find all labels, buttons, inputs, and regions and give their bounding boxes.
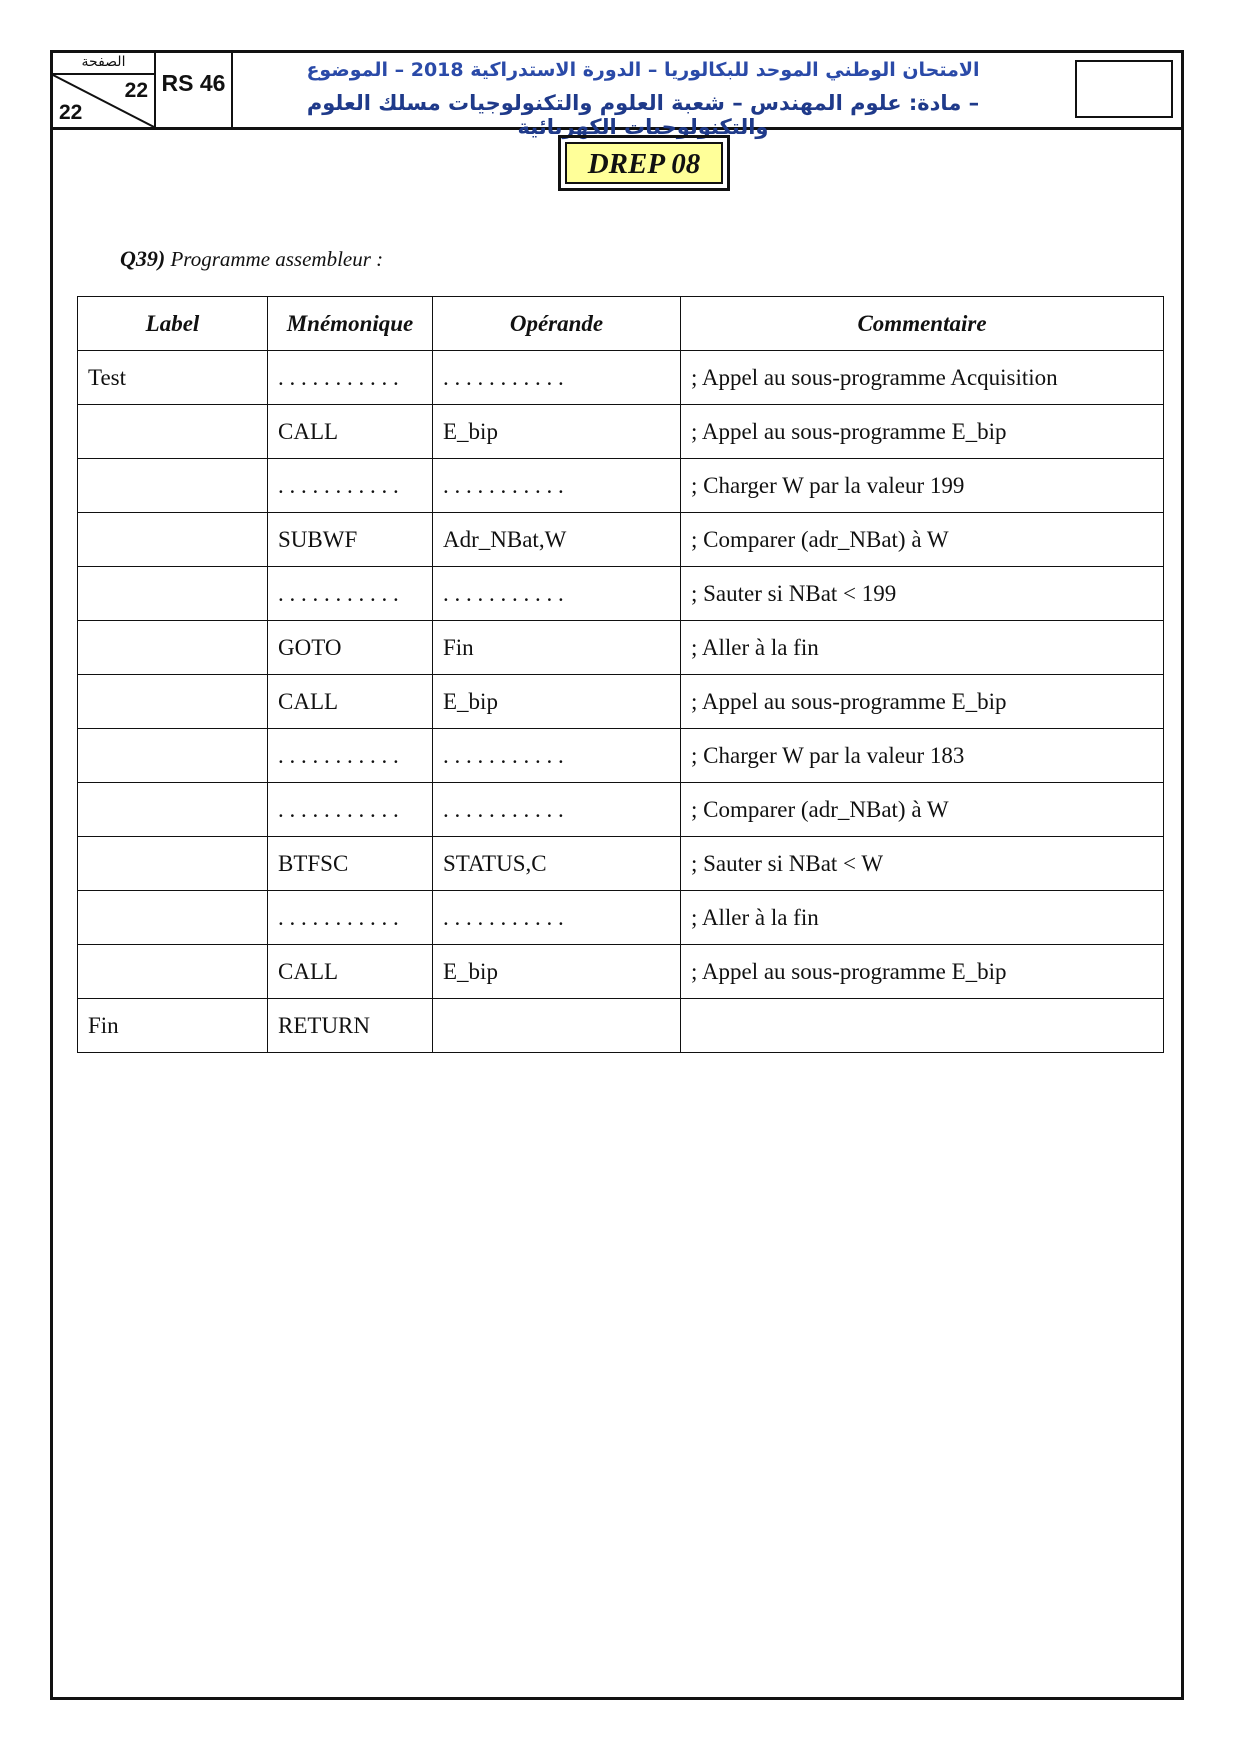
cell-label <box>78 513 268 567</box>
cell-mnemonic: CALL <box>268 675 433 729</box>
cell-comment: ; Appel au sous-programme E_bip <box>681 405 1164 459</box>
header-label: Label <box>78 297 268 351</box>
cell-label <box>78 567 268 621</box>
cell-mnemonic: . . . . . . . . . . . <box>268 891 433 945</box>
cell-mnemonic: . . . . . . . . . . . <box>268 567 433 621</box>
cell-comment: ; Comparer (adr_NBat) à W <box>681 783 1164 837</box>
cell-mnemonic: SUBWF <box>268 513 433 567</box>
cell-label <box>78 729 268 783</box>
cell-operand: Adr_NBat,W <box>433 513 681 567</box>
cell-operand: . . . . . . . . . . . <box>433 459 681 513</box>
cell-comment: ; Aller à la fin <box>681 891 1164 945</box>
cell-comment: ; Sauter si NBat < 199 <box>681 567 1164 621</box>
header-comment: Commentaire <box>681 297 1164 351</box>
table-row <box>78 459 1164 513</box>
cell-comment: ; Comparer (adr_NBat) à W <box>681 513 1164 567</box>
cell-label <box>78 621 268 675</box>
page-frame <box>50 50 1184 1700</box>
cell-label <box>78 891 268 945</box>
cell-comment: ; Charger W par la valeur 199 <box>681 459 1164 513</box>
cell-label: Fin <box>78 999 268 1053</box>
cell-operand: STATUS,C <box>433 837 681 891</box>
page-total: 22 <box>59 101 83 124</box>
drep-badge-label: DREP 08 <box>565 142 723 184</box>
cell-comment: ; Sauter si NBat < W <box>681 837 1164 891</box>
cell-label <box>78 405 268 459</box>
table-row <box>78 675 1164 729</box>
table-row <box>78 783 1164 837</box>
cell-label <box>78 783 268 837</box>
cell-mnemonic: . . . . . . . . . . . <box>268 783 433 837</box>
table-row <box>78 729 1164 783</box>
cell-operand: . . . . . . . . . . . <box>433 567 681 621</box>
cell-label <box>78 945 268 999</box>
question-heading <box>120 246 383 272</box>
cell-label: Test <box>78 351 268 405</box>
header-operand: Opérande <box>433 297 681 351</box>
page-label: الصفحة <box>53 53 154 75</box>
cell-comment: ; Appel au sous-programme E_bip <box>681 675 1164 729</box>
question-text: Programme assembleur : <box>170 247 384 271</box>
page-current: 22 <box>124 79 148 102</box>
cell-label <box>78 837 268 891</box>
cell-label <box>78 675 268 729</box>
cell-comment: ; Aller à la fin <box>681 621 1164 675</box>
cell-operand: E_bip <box>433 675 681 729</box>
cell-mnemonic: CALL <box>268 405 433 459</box>
table-row <box>78 621 1164 675</box>
table-row <box>78 351 1164 405</box>
cell-comment: ; Appel au sous-programme E_bip <box>681 945 1164 999</box>
table-row <box>78 999 1164 1053</box>
table-row <box>78 945 1164 999</box>
exam-header <box>53 53 1181 139</box>
cell-mnemonic: . . . . . . . . . . . <box>268 351 433 405</box>
cell-operand: . . . . . . . . . . . <box>433 729 681 783</box>
cell-mnemonic: CALL <box>268 945 433 999</box>
table-row <box>78 567 1164 621</box>
blank-box <box>1075 60 1173 118</box>
cell-mnemonic: . . . . . . . . . . . <box>268 729 433 783</box>
exam-titles <box>243 53 1043 139</box>
cell-mnemonic: GOTO <box>268 621 433 675</box>
table-row <box>78 405 1164 459</box>
cell-comment: ; Appel au sous-programme Acquisition <box>681 351 1164 405</box>
table-row <box>78 513 1164 567</box>
question-number: Q39) <box>120 246 166 271</box>
page-number-box <box>53 53 156 127</box>
cell-operand: . . . . . . . . . . . <box>433 783 681 837</box>
exam-title-line1: الامتحان الوطني الموحد للبكالوريا – الدورة الاستدراكية 2018 – الموضوع <box>306 59 980 81</box>
cell-comment: ; Charger W par la valeur 183 <box>681 729 1164 783</box>
cell-comment <box>681 999 1164 1053</box>
cell-mnemonic: . . . . . . . . . . . <box>268 459 433 513</box>
cell-operand: . . . . . . . . . . . <box>433 891 681 945</box>
cell-label <box>78 459 268 513</box>
cell-operand <box>433 999 681 1053</box>
exam-title-line2: – مادة: علوم المهندس – شعبة العلوم والتكنولوجيات مسلك العلوم والتكنولوجيات الكهربائية <box>306 91 980 139</box>
cell-mnemonic: RETURN <box>268 999 433 1053</box>
cell-operand: Fin <box>433 621 681 675</box>
table-row <box>78 837 1164 891</box>
exam-code: RS 46 <box>156 53 233 127</box>
cell-mnemonic: BTFSC <box>268 837 433 891</box>
table-row <box>78 891 1164 945</box>
assembly-program-table <box>77 296 1164 1053</box>
table-header-row <box>78 297 1164 351</box>
header-mnemonic: Mnémonique <box>268 297 433 351</box>
cell-operand: E_bip <box>433 405 681 459</box>
drep-badge <box>558 135 730 191</box>
cell-operand: E_bip <box>433 945 681 999</box>
cell-operand: . . . . . . . . . . . <box>433 351 681 405</box>
